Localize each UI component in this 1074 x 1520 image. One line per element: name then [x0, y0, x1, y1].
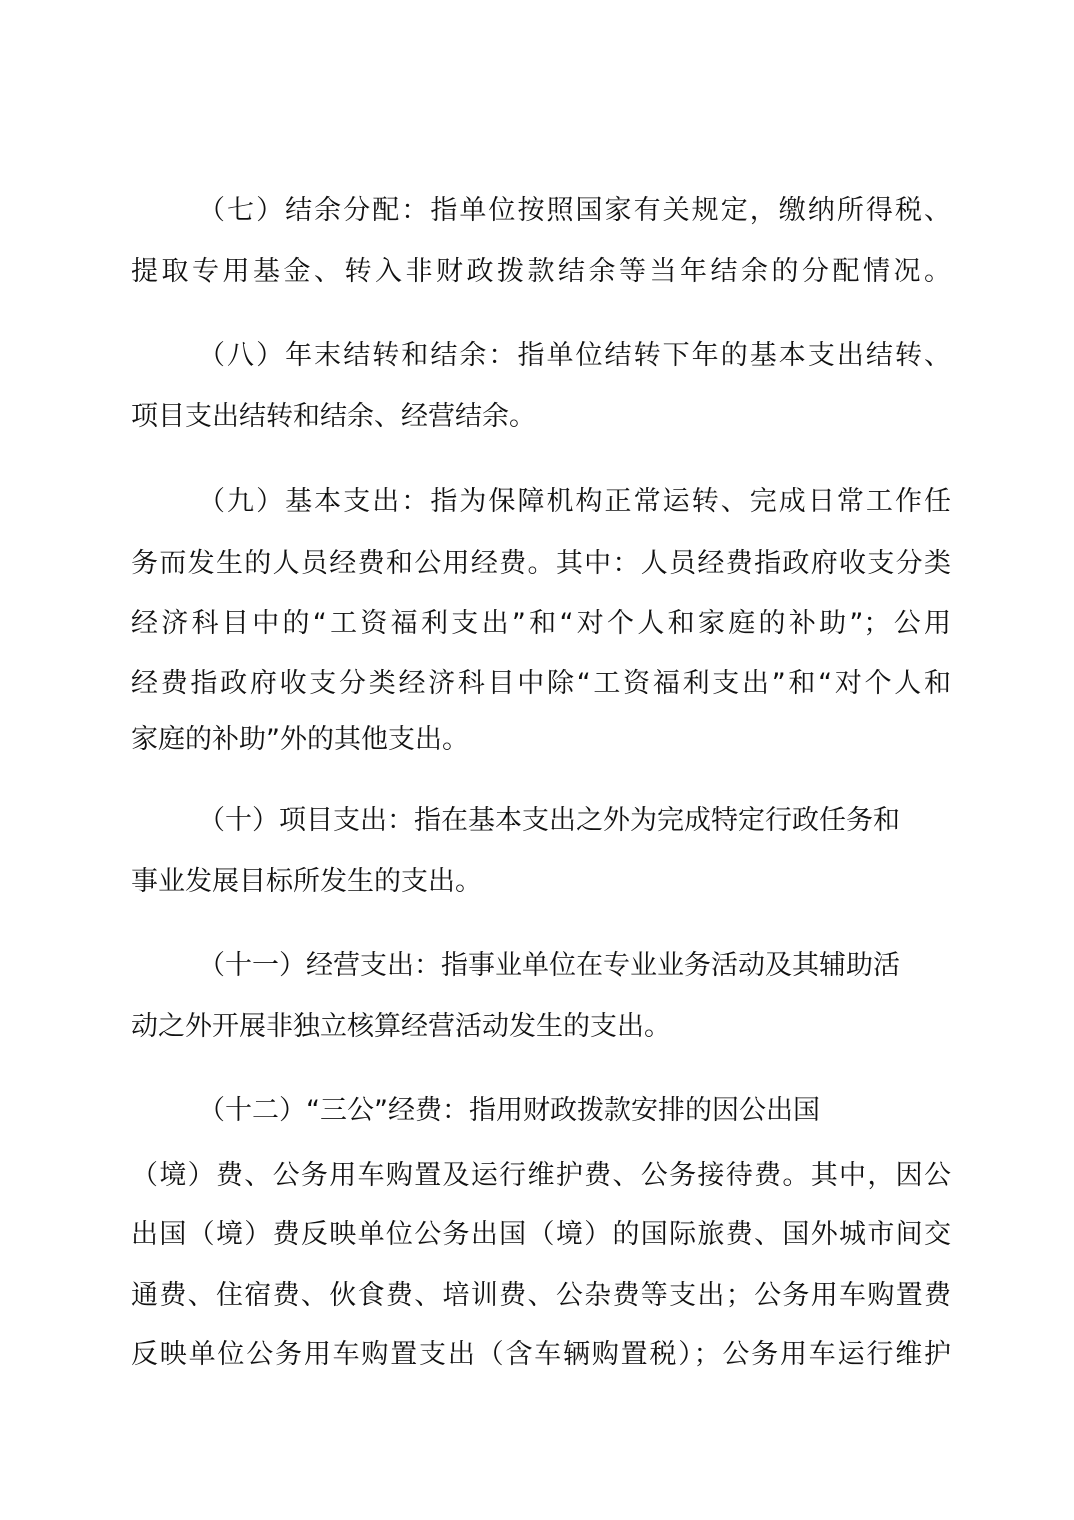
paragraph-12-line-4: 通费、住宿费、伙食费、培训费、公杂费等支出；公务用车购置费	[131, 1280, 951, 1311]
paragraph-8-line-1: （八）年末结转和结余：指单位结转下年的基本支出结转、	[198, 340, 951, 371]
paragraph-12-line-5: 反映单位公务用车购置支出（含车辆购置税）；公务用车运行维护	[131, 1339, 951, 1370]
paragraph-12-line-1: （十二）“三公”经费：指用财政拨款安排的因公出国	[198, 1095, 820, 1126]
paragraph-9-line-1: （九）基本支出：指为保障机构正常运转、完成日常工作任	[198, 486, 951, 517]
paragraph-9-line-2: 务而发生的人员经费和公用经费。其中：人员经费指政府收支分类	[131, 548, 951, 579]
paragraph-12-line-3: 出国（境）费反映单位公务出国（境）的国际旅费、国外城市间交	[131, 1219, 951, 1250]
paragraph-7-line-1: （七）结余分配：指单位按照国家有关规定，缴纳所得税、	[198, 195, 951, 226]
paragraph-11-line-1: （十一）经营支出：指事业单位在专业业务活动及其辅助活	[198, 950, 900, 981]
paragraph-10-line-1: （十）项目支出：指在基本支出之外为完成特定行政任务和	[198, 805, 900, 836]
paragraph-7-line-2: 提取专用基金、转入非财政拨款结余等当年结余的分配情况。	[131, 256, 951, 287]
paragraph-9-line-3: 经济科目中的“工资福利支出”和“对个人和家庭的补助”；公用	[131, 608, 951, 639]
paragraph-9-line-5: 家庭的补助”外的其他支出。	[131, 724, 469, 755]
paragraph-11-line-2: 动之外开展非独立核算经营活动发生的支出。	[131, 1011, 671, 1042]
paragraph-12-line-2: （境）费、公务用车购置及运行维护费、公务接待费。其中，因公	[131, 1160, 951, 1191]
paragraph-9-line-4: 经费指政府收支分类经济科目中除“工资福利支出”和“对个人和	[131, 668, 951, 699]
paragraph-10-line-2: 事业发展目标所发生的支出。	[131, 866, 482, 897]
paragraph-8-line-2: 项目支出结转和结余、经营结余。	[131, 401, 536, 432]
